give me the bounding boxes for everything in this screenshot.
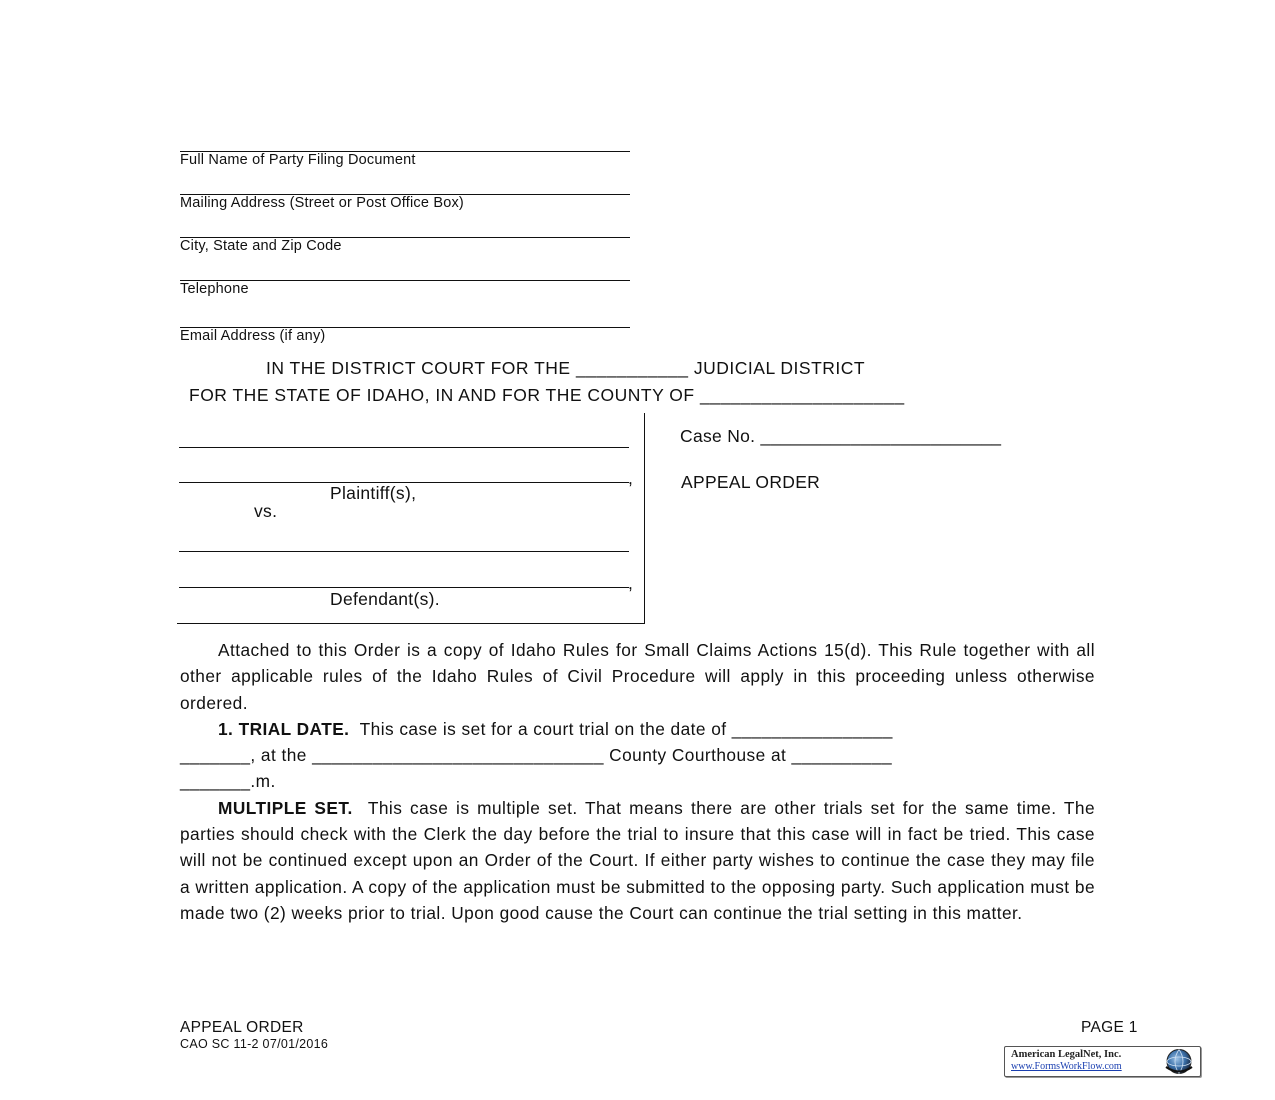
court-line-2 [189, 385, 905, 406]
intro-text: Attached to this Order is a copy of Idaho Rules for Small Claims Actions 15(d). This Rule together with all other applicable rules of the Idaho Rules of Civil Procedure will apply in this proceeding unless otherwise ordered. [180, 640, 1095, 713]
multiple-set-heading: MULTIPLE SET. [218, 797, 353, 818]
trial-date-paragraph [180, 716, 1095, 795]
logo-company-name: American LegalNet, Inc. [1011, 1049, 1122, 1060]
caption-bottom-border [177, 623, 645, 624]
footer-title: APPEAL ORDER [180, 1019, 304, 1036]
court-line-2-prefix: FOR THE STATE OF IDAHO, IN AND FOR THE COUNTY OF [189, 385, 695, 405]
case-no-label: Case No. [680, 426, 756, 446]
judicial-district-blank[interactable]: ___________ [575, 358, 689, 378]
defendant-line-2[interactable] [179, 587, 629, 588]
footer-form-code: CAO SC 11-2 07/01/2016 [180, 1037, 329, 1051]
caption-divider [644, 413, 645, 624]
plaintiff-line-1[interactable] [179, 447, 629, 448]
document-title: APPEAL ORDER [681, 472, 821, 492]
defendant-line-1[interactable] [179, 551, 629, 552]
plaintiff-label: Plaintiff(s), [330, 483, 417, 503]
multiple-set-text: This case is multiple set. That means there are other trials set for the same time. The parties should check with the Clerk the day before the trial to insure that this case will in fact be tried. This case will not be continued except upon an Order of the Court. If either party wishes to continue the case they may file a written application. A copy of the application must be submitted to the opposing party. Such application must be made two (2) weeks prior to trial. Upon good cause the Court can continue the trial setting in this matter. [180, 797, 1096, 923]
defendant-label: Defendant(s). [330, 589, 440, 609]
case-number [680, 426, 1001, 447]
page-number: PAGE 1 [1081, 1019, 1138, 1036]
multiple-set-paragraph [180, 795, 1095, 926]
defendant-comma: , [628, 573, 634, 593]
mailing-address-label: Mailing Address (Street or Post Office Box) [180, 195, 464, 211]
plaintiff-comma: , [628, 468, 634, 488]
email-label: Email Address (if any) [180, 328, 326, 344]
full-name-label: Full Name of Party Filing Document [180, 152, 416, 168]
telephone-label: Telephone [180, 281, 249, 297]
county-blank[interactable]: ____________________ [699, 385, 905, 405]
city-state-zip-label: City, State and Zip Code [180, 238, 342, 254]
american-legalnet-logo[interactable] [1004, 1046, 1201, 1077]
trial-date-line-1[interactable]: This case is set for a court trial on the date of ________________ [359, 718, 893, 739]
order-body [180, 637, 1095, 926]
logo-url-link[interactable]: www.FormsWorkFlow.com [1011, 1061, 1122, 1072]
intro-paragraph [180, 637, 1095, 716]
court-line-1 [266, 358, 865, 379]
vs-label: vs. [254, 501, 278, 521]
court-line-1-prefix: IN THE DISTRICT COURT FOR THE [266, 358, 571, 378]
court-line-1-suffix: JUDICIAL DISTRICT [693, 358, 866, 378]
globe-icon [1161, 1048, 1197, 1075]
trial-date-line-2[interactable]: _______, at the _____________________________ County Courthouse at __________ [180, 745, 893, 766]
case-no-blank[interactable]: ________________________ [760, 426, 1002, 446]
trial-date-heading: 1. TRIAL DATE. [218, 718, 350, 739]
trial-date-line-3[interactable]: _______.m. [180, 771, 276, 792]
